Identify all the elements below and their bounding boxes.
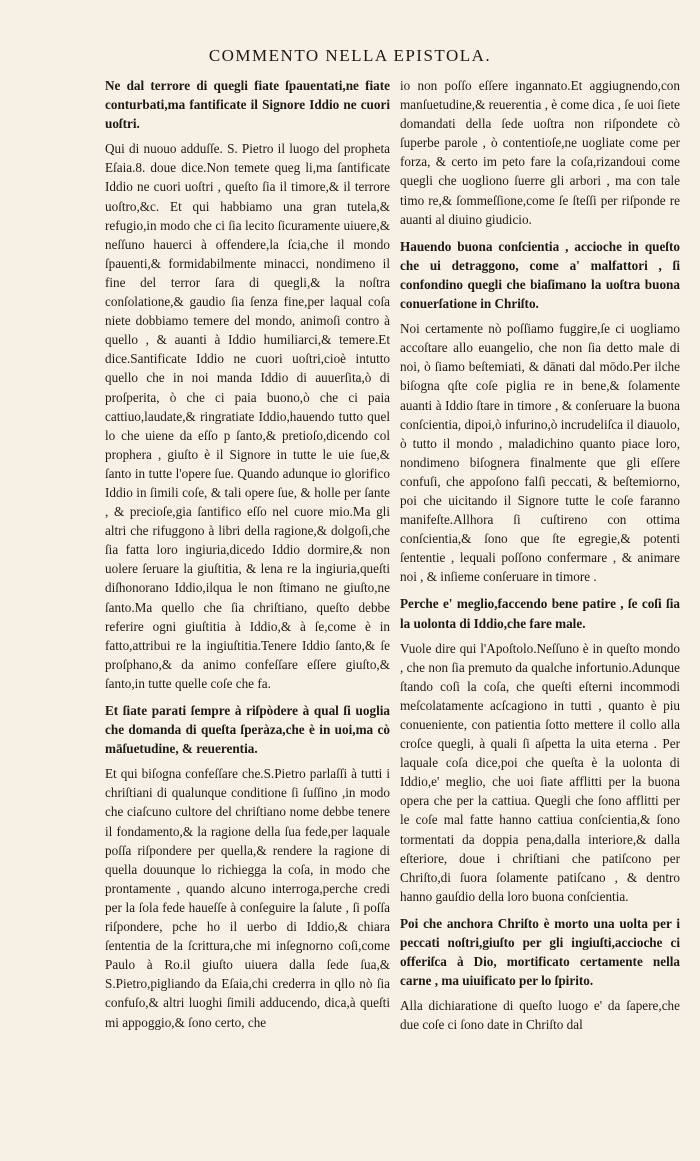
paragraph: Et qui biſogna confeſſare che.S.Pietro parlaſſi à tutti i chriſtiani di qualunque conditione ſi ſuſſino ,in modo che ciaſcuno cultore del chriſtiano nome debbe tenere il fondamento,& la ragione della ſua fede,per laquale poſſa riſpondere per quella,& rendere la ragione di quella douunque lo richiegga la coſa, in modo che prontamente , quando alcuno interroga,perche credi per la ſola fede haueſſe à conſeguire la ſalute , ſi poſſa riſpondere, pche ho il uerbo di Iddio,& chiara ſententia de la ſcrittura,che mi inſegnorno coſi,come Paulo à Ro.il giuſto uiuera dalla ſede ſua,& S.Pietro,pigliando da Eſaia,chi crederra in qllo nò ſia confuſo,& altri luoghi ſimili adducendo, dica,à queſti mi appoggio,& ſono certo, che [105,766,390,1030]
paragraph: Noi certamente nò poſſiamo fuggire,ſe ci uogliamo accoſtare allo euangelio, che non ſia detto male di noi, ò ſiamo beſtemiati, & dānati dal mōdo.Per ilche biſogna qſte coſe piglia re in bene,& ſolamente auanti à Iddio ſtare in timore , & conſeruare la buona conſcientia, dipoi,ò infurino,ò incrudeliſca il diauolo, ò tutto il mondo , maladichino quanto piace loro, nondimeno biſognera finalmente que gli eſſere confuſi, che appoſono falſi peccati, & beſtemiorno, poi che uicitando il Signore tutte le coſe faranno manifeſte.Allhora ſi cuſtireno con ottima conſcientia,& ſono que ſte egregie,& potenti ſententie , lequali poſſono confermare , & animare noi , & inſieme conſeruare in timore . [400,321,680,585]
paragraph: Perche e' meglio,faccendo bene patire , ſe coſi ſia la uolonta di Iddio,che fare male. [400,596,680,631]
paragraph: io non poſſo eſſere ingannato.Et aggiugnendo,con manſuetudine,& reuerentia , è come dica , ſe uoi ſiete domandati della ſede uoſtra non riſpondete cò ſuperbe parole , ò contentioſe,ne uogliate come per forza, & certo im peto fare la coſa,rizandoui come quegli che uogliono ſuerre gli arbori , ma con tale timo re,& ſommeſſione,come ſe ſteſſi per riſponde re auanti al diuino giudicio. [400,78,680,227]
paragraph: Et ſiate parati ſempre à riſpòdere à qual ſi uoglia che domanda di queſta ſperàza,che è in uoi,ma cò māſuetudine, & reuerentia. [105,703,390,757]
paragraph: Alla dichiaratione di queſto luogo e' da ſapere,che due coſe ci ſono date in Chriſto dal [400,998,680,1033]
left-column [105,76,390,1038]
running-header: COMMENTO NELLA EPISTOLA. [208,46,492,65]
paragraph: Qui di nuouo adduſſe. S. Pietro il luogo del propheta Eſaia.8. doue dice.Non temete queg li,ma ſantificate Iddio ne cuori uoſtri , queſto ſia il timore,& il terrore uoſtro,&c. Et qui habbiamo una gran tutela,& refugio,in modo che ci ſia lecito ſicuramente uiuere,& neſſuno hauerci à offendere,la ſcia,che il mondo ſpauenti,& formidabilmente minacci, nondimeno il fine del terror ſara di quegli,& la noſtra conſolatione,& gaudio ſia ſenza fine,per laqual coſa niete dobbiamo temere del mondo, animoſi contro à quello , & auanti à Iddio humiliarci,& temere.Et dice.Santificate Iddio ne cuori uoſtri,cioè intutto quello che in noi manda Iddio di auuerſita,ò di proſperita, ò che ci paia buono,ò che ci paia cattiuo,laudate,& ringratiate Iddio,hauendo tutto quel lo che uiene da eſſo p ſanto,& pretioſo,dicendo col prophera , giuſto è il Signore in tutte le uie ſue,& ſanto in tutte l'opere ſue. Quando adunque io glorifico Iddio in ſimili coſe, & tali opere ſue, & holle per ſante , & precioſe,gia ſantifico eſſo nel cuore mio.Ma gli altri che rifuggono à libri della ragione,& dolgoſi,che ſia fatta loro ingiuria,dicedo Iddio dormire,& non uolere ſeruare la giuſtitia, & lena re la ingiuria,queſti diſhonorano Iddio,ilqua le non ſtimano ne giuſto,ne ſanto.Ma quello che ſia chriſtiano, queſto debbe referire ogni giuſtitia à Iddio,& à ſe,come è in fatto,attribui re la ingiuſtitia.Tenere Iddio ſanto,& ſe proſphano,& da animo confeſſare eſſere giuſto,& ſanto,in tutte quelle coſe che fa. [105,141,390,691]
right-column [400,76,680,1041]
paragraph: Hauendo buona conſcientia , accioche in queſto che ui detraggono, come a' malfattori , ſi confondino quegli che biaſimano la uoſtra buona conuerſatione in Chriſto. [400,238,680,312]
paragraph: Vuole dire qui l'Apoſtolo.Neſſuno è in queſto mondo , che non ſia premuto da qualche infortunio.Adunque ſtando coſi la coſa, che queſti eſterni incommodi meſcolatamente acſcagiono in tutti , quanto è piu conueniente, con patientia ſotto mettere il collo alla croſce quegli, à quali ſi aſpetta la uita eterna . Per laquale coſa dice,poi che queſta è la uolonta di Iddio,e' meglio, che uoi ſiate afflitti per la buona opera che per la cattiua. Quegli che ſono afflitti per le coſe mal fatte hanno cattiua conſcientia,& ſono tormentati da doppia pena,dalla interiore,& dalla eſteriore, doue i chriſtiani che patiſcono per Chriſto,di ſuora ſolamente patiſcano , & dentro hanno gauſdio della loro buona conſcientia. [400,640,680,904]
paragraph: Ne dal terrore di quegli fiate ſpauentati,ne fiate conturbati,ma fantificate il Signore Iddio ne cuori uoſtri. [105,78,390,132]
paragraph: Poi che anchora Chriſto è morto una uolta per i peccati noſtri,giuſto per gli ingiuſti,accioche ci offeriſca à Dio, mortificato certamente nella carne , ma uiuificato per lo ſpirito. [400,915,680,989]
